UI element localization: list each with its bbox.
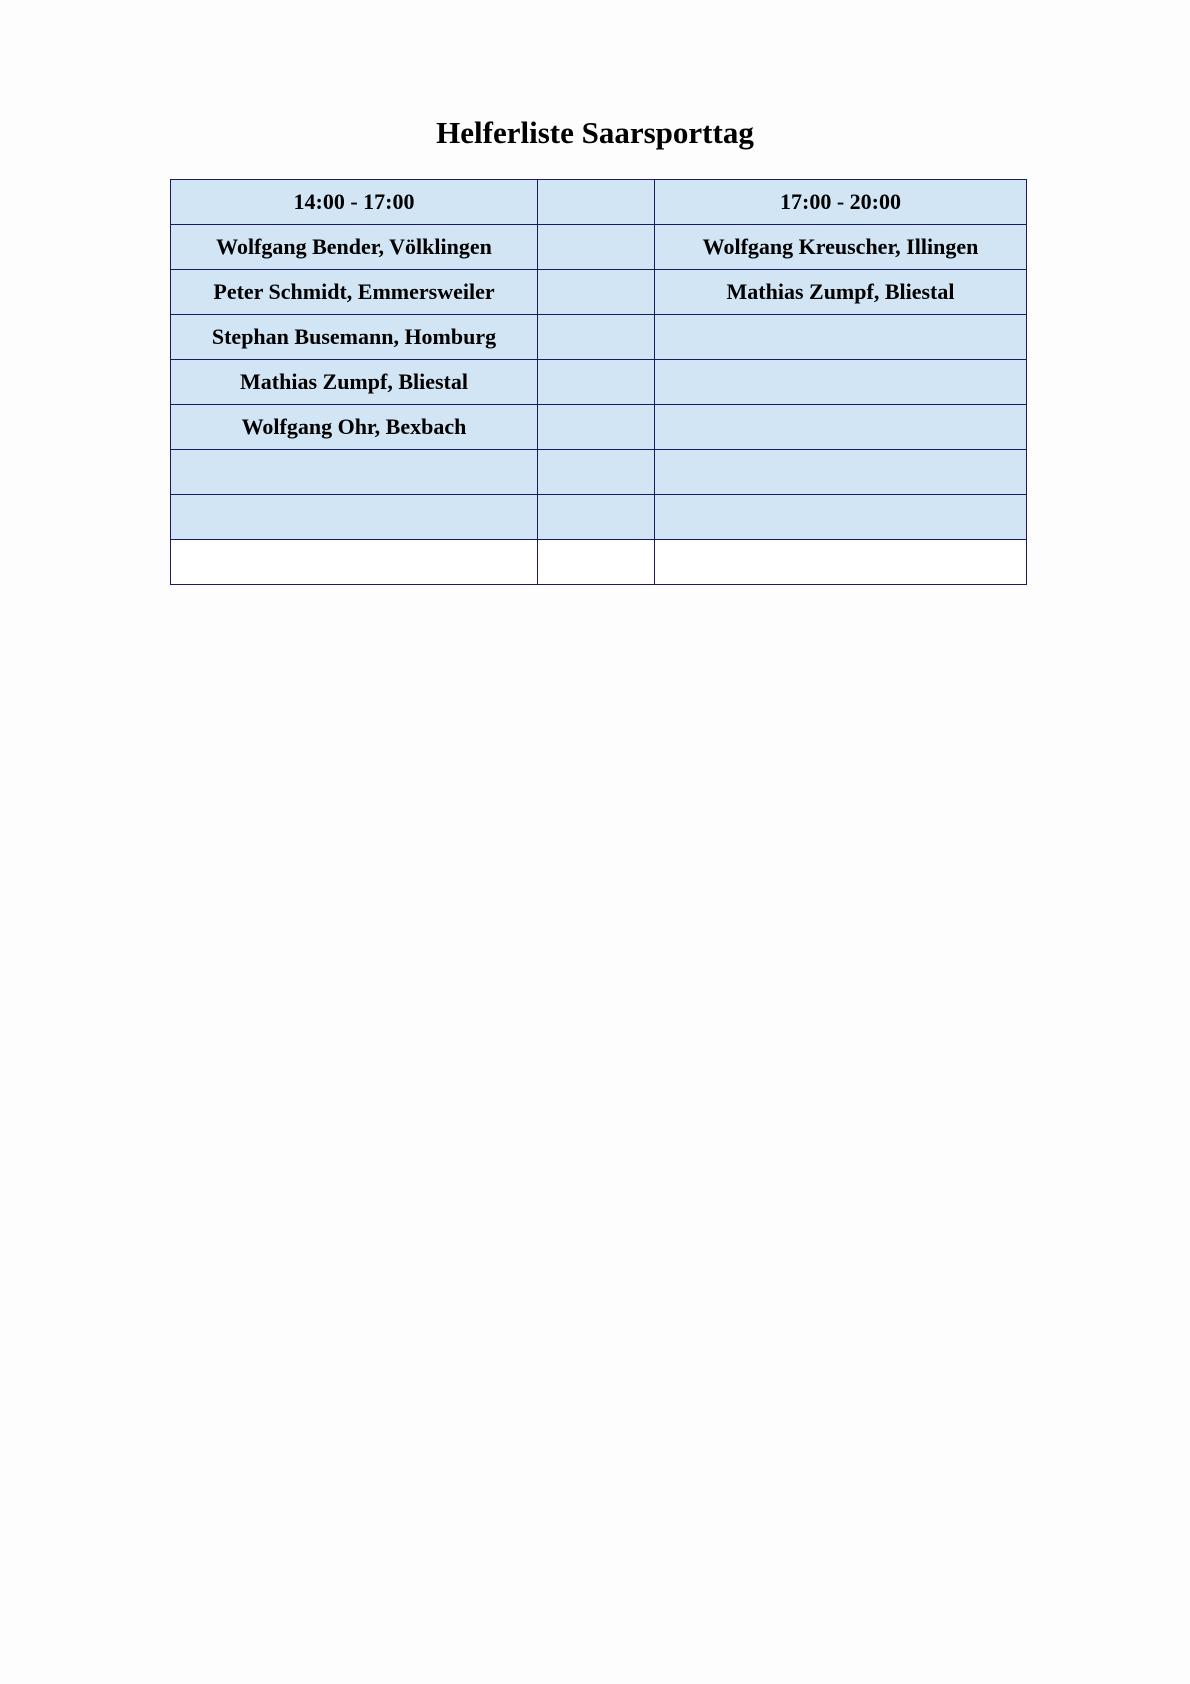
table-cell	[655, 405, 1027, 450]
table-cell	[171, 495, 538, 540]
table-cell: 17:00 - 20:00	[655, 180, 1027, 225]
table-cell	[171, 540, 538, 585]
table-cell: 14:00 - 17:00	[171, 180, 538, 225]
table-cell	[538, 315, 655, 360]
table-row	[171, 360, 1027, 405]
table-cell	[171, 450, 538, 495]
table-cell	[538, 180, 655, 225]
table-cell: Mathias Zumpf, Bliestal	[655, 270, 1027, 315]
table-row	[171, 405, 1027, 450]
page-title: Helferliste Saarsporttag	[436, 115, 754, 150]
table-cell: Stephan Busemann, Homburg	[171, 315, 538, 360]
table-cell: Peter Schmidt, Emmersweiler	[171, 270, 538, 315]
table-cell: Mathias Zumpf, Bliestal	[171, 360, 538, 405]
table-cell	[655, 315, 1027, 360]
table-cell	[538, 405, 655, 450]
table-cell: Wolfgang Bender, Völklingen	[171, 225, 538, 270]
table-cell	[655, 360, 1027, 405]
table-row	[171, 270, 1027, 315]
table-row	[171, 495, 1027, 540]
table-header-row	[171, 180, 1027, 225]
table-cell	[538, 450, 655, 495]
table-cell	[655, 540, 1027, 585]
table-cell	[538, 270, 655, 315]
table-cell	[538, 225, 655, 270]
table-cell	[538, 495, 655, 540]
table-cell	[538, 360, 655, 405]
table-cell: Wolfgang Ohr, Bexbach	[171, 405, 538, 450]
table-cell: Wolfgang Kreuscher, Illingen	[655, 225, 1027, 270]
table-cell	[655, 495, 1027, 540]
table-row	[171, 315, 1027, 360]
table-cell	[655, 450, 1027, 495]
table-row	[171, 225, 1027, 270]
table-row	[171, 450, 1027, 495]
helper-table	[170, 179, 1027, 585]
table-row	[171, 540, 1027, 585]
table-cell	[538, 540, 655, 585]
